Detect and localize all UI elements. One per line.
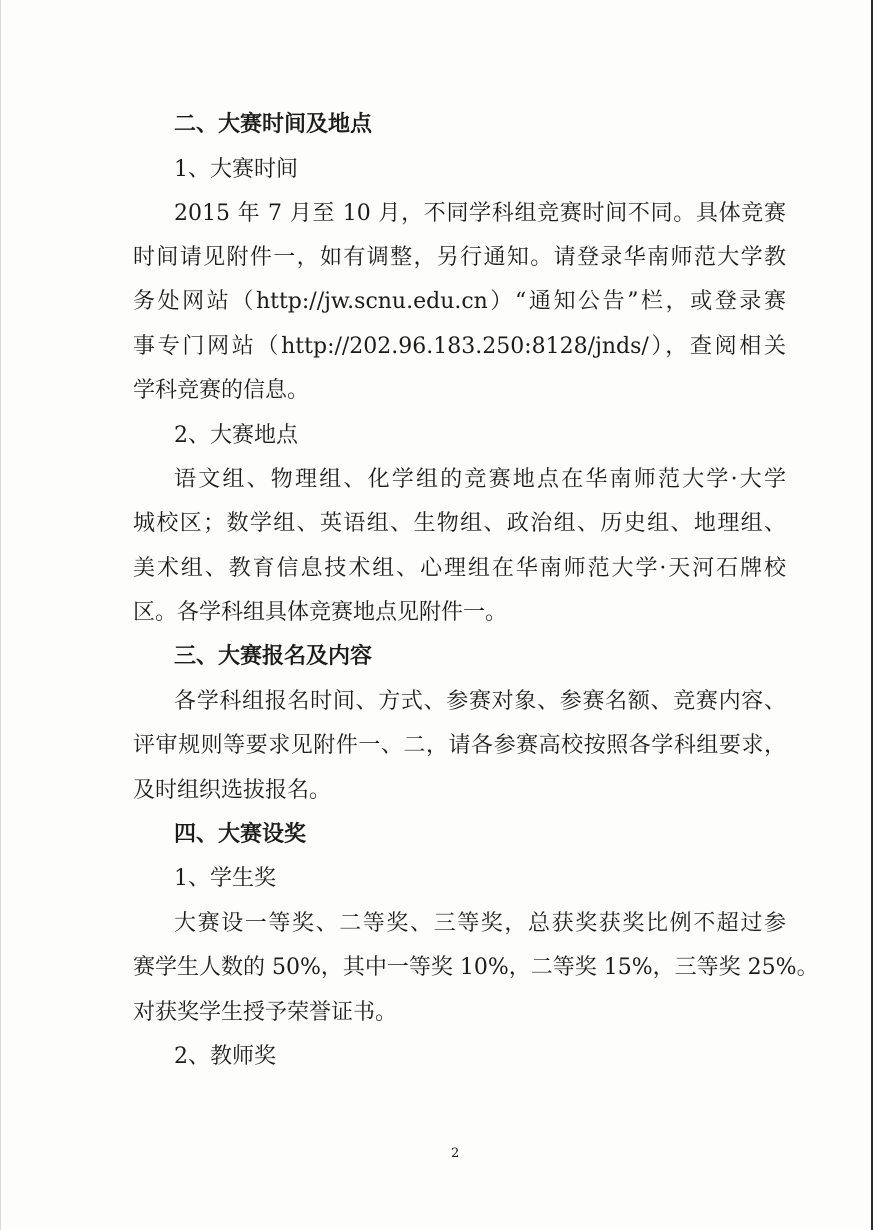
subheading-location: 2、大赛地点	[174, 423, 298, 448]
section-heading-2: 二、大赛时间及地点	[174, 112, 373, 137]
paragraph-line: 评审规则等要求见附件一、二，请各参赛高校按照各学科组要求，	[133, 733, 786, 758]
paragraph-line: 赛学生人数的 50%，其中一等奖 10%，二等奖 15%，三等奖 25%。	[133, 955, 819, 980]
paragraph-line: 对获奖学生授予荣誉证书。	[133, 1000, 398, 1025]
paragraph-line: 语文组、物理组、化学组的竞赛地点在华南师范大学·大学	[174, 467, 786, 492]
subheading-student-award: 1、学生奖	[174, 866, 276, 891]
paragraph-line: 事专门网站（http://202.96.183.250:8128/jnds/），查阅相关	[133, 334, 786, 359]
paragraph-line: 大赛设一等奖、二等奖、三等奖，总获奖获奖比例不超过参	[174, 911, 786, 936]
paragraph-line: 2015 年 7 月至 10 月，不同学科组竞赛时间不同。具体竞赛	[174, 201, 786, 226]
paragraph-line: 时间请见附件一，如有调整，另行通知。请登录华南师范大学教	[133, 245, 786, 270]
paragraph-line: 美术组、教育信息技术组、心理组在华南师范大学·天河石牌校	[133, 556, 786, 581]
section-heading-4: 四、大赛设奖	[174, 822, 307, 847]
section-heading-3: 三、大赛报名及内容	[174, 644, 373, 669]
paragraph-line: 学科竞赛的信息。	[133, 378, 310, 403]
subheading-teacher-award: 2、教师奖	[174, 1044, 276, 1069]
paragraph-line: 各学科组报名时间、方式、参赛对象、参赛名额、竞赛内容、	[174, 689, 786, 714]
paragraph-line: 城校区；数学组、英语组、生物组、政治组、历史组、地理组、	[133, 511, 786, 536]
paragraph-line: 务处网站（http://jw.scnu.edu.cn）“通知公告”栏，或登录赛	[133, 289, 786, 314]
subheading-time: 1、大赛时间	[174, 157, 298, 182]
paragraph-line: 及时组织选拔报名。	[133, 778, 332, 803]
page-number: 2	[451, 1146, 460, 1161]
paragraph-line: 区。各学科组具体竞赛地点见附件一。	[133, 600, 508, 625]
